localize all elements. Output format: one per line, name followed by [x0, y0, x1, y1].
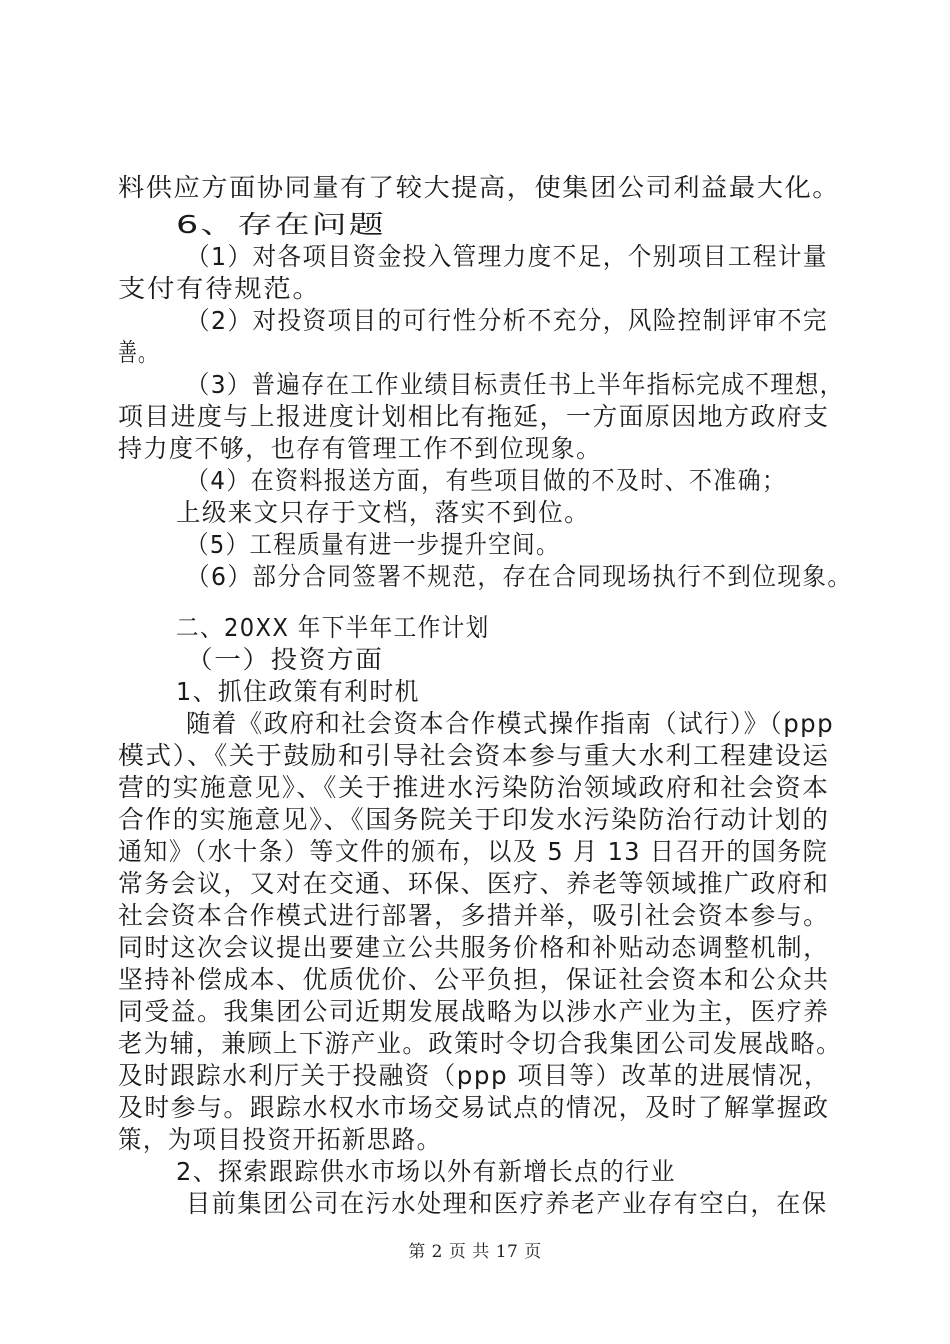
text-line: 1、抓住政策有利时机 — [176, 677, 420, 706]
text-line: 项目进度与上报进度计划相比有拖延，一方面原因地方政府支 — [118, 402, 830, 431]
text-line: 及时参与。跟踪水权水市场交易试点的情况，及时了解掌握政 — [118, 1093, 830, 1122]
text-line: 坚持补偿成本、优质优价、公平负担，保证社会资本和公众共 — [118, 965, 830, 994]
text-line: 常务会议，又对在交通、环保、医疗、养老等领域推广政府和 — [118, 869, 830, 898]
text-line: 二、20XX 年下半年工作计划 — [176, 613, 490, 642]
text-line: （4）在资料报送方面，有些项目做的不及时、不准确； — [186, 466, 787, 495]
text-line: 社会资本合作模式进行部署，多措并举，吸引社会资本参与。 — [118, 901, 830, 930]
text-line: （2）对投资项目的可行性分析不充分，风险控制评审不完 — [186, 306, 828, 335]
text-line: 目前集团公司在污水处理和医疗养老产业存有空白，在保 — [186, 1189, 828, 1218]
text-line: 持力度不够，也存有管理工作不到位现象。 — [118, 434, 602, 463]
text-line: 同受益。我集团公司近期发展战略为以涉水产业为主，医疗养 — [118, 997, 830, 1026]
text-line: 模式）、《关于鼓励和引导社会资本参与重大水利工程建设运 — [118, 741, 830, 770]
text-line: 善。 — [118, 338, 159, 367]
text-line: （一）投资方面 — [186, 645, 384, 674]
text-line: 营的实施意见》、《关于推进水污染防治领域政府和社会资本 — [118, 773, 830, 802]
text-line: （1）对各项目资金投入管理力度不足，个别项目工程计量 — [186, 242, 828, 271]
text-line: 策，为项目投资开拓新思路。 — [118, 1125, 442, 1154]
text-line: 通知》（水十条）等文件的颁布，以及 5 月 13 日召开的国务院 — [118, 837, 829, 866]
text-line: 合作的实施意见》、《国务院关于印发水污染防治行动计划的 — [118, 805, 830, 834]
page-footer: 第 2 页 共 17 页 — [408, 1242, 542, 1262]
text-line: （6）部分合同签署不规范，存在合同现场执行不到位现象。 — [186, 562, 853, 591]
text-line: 老为辅，兼顾上下游产业。政策时令切合我集团公司发展战略。 — [118, 1029, 842, 1058]
text-line: 6、存在问题 — [176, 210, 386, 239]
text-line: 及时跟踪水利厅关于投融资（ppp 项目等）改革的进展情况， — [118, 1061, 831, 1090]
text-line: 同时这次会议提出要建立公共服务价格和补贴动态调整机制， — [118, 933, 830, 962]
text-line: 2、探索跟踪供水市场以外有新增长点的行业 — [176, 1157, 676, 1186]
text-line: 支付有待规范。 — [118, 274, 322, 303]
text-line: 随着《政府和社会资本合作模式操作指南（试行）》（ppp — [186, 709, 835, 738]
text-line: 上级来文只存于文档，落实不到位。 — [176, 498, 591, 527]
text-line: 料供应方面协同量有了较大提高，使集团公司利益最大化。 — [118, 173, 841, 202]
text-line: （5）工程质量有进一步提升空间。 — [186, 530, 560, 559]
text-line: （3）普遍存在工作业绩目标责任书上半年指标完成不理想， — [186, 370, 845, 399]
